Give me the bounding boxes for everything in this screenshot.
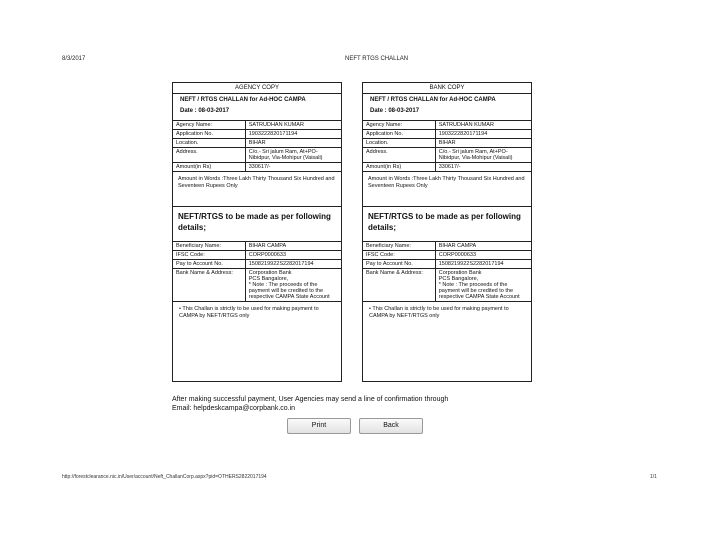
challan-date: Date : 08-03-2017 [180,108,230,114]
field-value: SATRUDHAN KUMAR [435,121,531,130]
neft-heading: NEFT/RTGS to be made as per following details; [173,206,341,241]
agency-details-table [363,120,531,171]
field-label: Application No. [173,130,245,139]
amount-in-words: Amount in Words :Three Lakh Thirty Thousand Six Hundred and Seventeen Rupees Only [173,171,341,206]
field-value: BIHAR [435,139,531,148]
field-value: Corporation Bank PCS Bangalore, * Note : The proceeds of the payment will be credited to the respective CAMPA State Account [245,269,341,302]
table-row [363,121,531,130]
usage-note-text: This Challan is strictly to be used for making payment to CAMPA by NEFT/RTGS only [179,306,319,319]
field-value: 1508219922S2282017194 [245,260,341,269]
usage-note: • This Challan is strictly to be used for making payment to CAMPA by NEFT/RTGS only [363,301,531,324]
field-label: Beneficiary Name: [363,242,435,251]
table-row [173,148,341,163]
field-value: CORP0000633 [245,251,341,260]
agency-copy [172,82,342,382]
bank-details-table [173,241,341,301]
field-label: Beneficiary Name: [173,242,245,251]
table-row [363,251,531,260]
field-value: 1903222820171194 [245,130,341,139]
field-value: C/o.- Sri jalum Ram, At+PO-Nibidpur, Via-Mohipur (Vaisali) [435,148,531,163]
field-label: Bank Name & Address: [173,269,245,302]
table-row [173,139,341,148]
usage-note: • This Challan is strictly to be used for making payment to CAMPA by NEFT/RTGS only [173,301,341,324]
confirmation-instructions [172,395,448,413]
table-row [173,251,341,260]
field-value: SATRUDHAN KUMAR [245,121,341,130]
challan-title: NEFT / RTGS CHALLAN for Ad-HOC CAMPA [180,97,306,103]
field-label: Amount(in Rs) [173,163,245,172]
field-label: IFSC Code: [173,251,245,260]
neft-heading: NEFT/RTGS to be made as per following details; [363,206,531,241]
field-value: 330617/- [435,163,531,172]
field-value: BIHAR [245,139,341,148]
bank-copy [362,82,532,382]
helpdesk-email: Email: helpdeskcampa@corpbank.co.in [172,405,296,412]
table-row [363,130,531,139]
table-row [363,148,531,163]
footer-page-number: 1/1 [650,474,657,480]
print-title: NEFT RTGS CHALLAN [345,56,409,62]
field-label: Bank Name & Address: [363,269,435,302]
field-label: Application No. [363,130,435,139]
field-value: 330617/- [245,163,341,172]
copy-title: AGENCY COPY [173,83,341,94]
field-label: Amount(in Rs) [363,163,435,172]
challan-title: NEFT / RTGS CHALLAN for Ad-HOC CAMPA [370,97,496,103]
table-row [173,242,341,251]
table-row [173,269,341,302]
confirmation-text: After making successful payment, User Agencies may send a line of confirmation through [172,396,449,403]
table-row [363,269,531,302]
table-row [173,163,341,172]
field-label: Pay to Account No. [363,260,435,269]
print-date: 8/3/2017 [62,56,86,62]
field-label: Address. [363,148,435,163]
table-row [173,121,341,130]
footer-url: http://forestclearance.nic.in/User/account/Neft_ChallanCorp.aspx?pid=OTHERS2822017194 [62,474,267,480]
table-row [173,130,341,139]
usage-note-text: This Challan is strictly to be used for making payment to CAMPA by NEFT/RTGS only [369,306,509,319]
field-value: BIHAR CAMPA [435,242,531,251]
field-label: Agency Name: [173,121,245,130]
field-label: Agency Name: [363,121,435,130]
table-row [363,242,531,251]
field-value: CORP0000633 [435,251,531,260]
bank-details-table [363,241,531,301]
table-row [173,260,341,269]
agency-details-table [173,120,341,171]
field-label: Location. [363,139,435,148]
table-row [363,163,531,172]
field-value: 1508219922S2282017194 [435,260,531,269]
back-button[interactable]: Back [359,418,423,434]
copy-title: BANK COPY [363,83,531,94]
field-value: C/o.- Sri jalum Ram, At+PO-Nibidpur, Via-Mohipur (Vaisali) [245,148,341,163]
table-row [363,260,531,269]
amount-in-words: Amount in Words :Three Lakh Thirty Thousand Six Hundred and Seventeen Rupees Only [363,171,531,206]
challan-date: Date : 08-03-2017 [370,108,420,114]
field-label: Location. [173,139,245,148]
field-value: 1903222820171194 [435,130,531,139]
print-button[interactable]: Print [287,418,351,434]
field-value: Corporation Bank PCS Bangalore, * Note : The proceeds of the payment will be credited to the respective CAMPA State Account [435,269,531,302]
field-value: BIHAR CAMPA [245,242,341,251]
table-row [363,139,531,148]
field-label: IFSC Code: [363,251,435,260]
field-label: Pay to Account No. [173,260,245,269]
field-label: Address. [173,148,245,163]
